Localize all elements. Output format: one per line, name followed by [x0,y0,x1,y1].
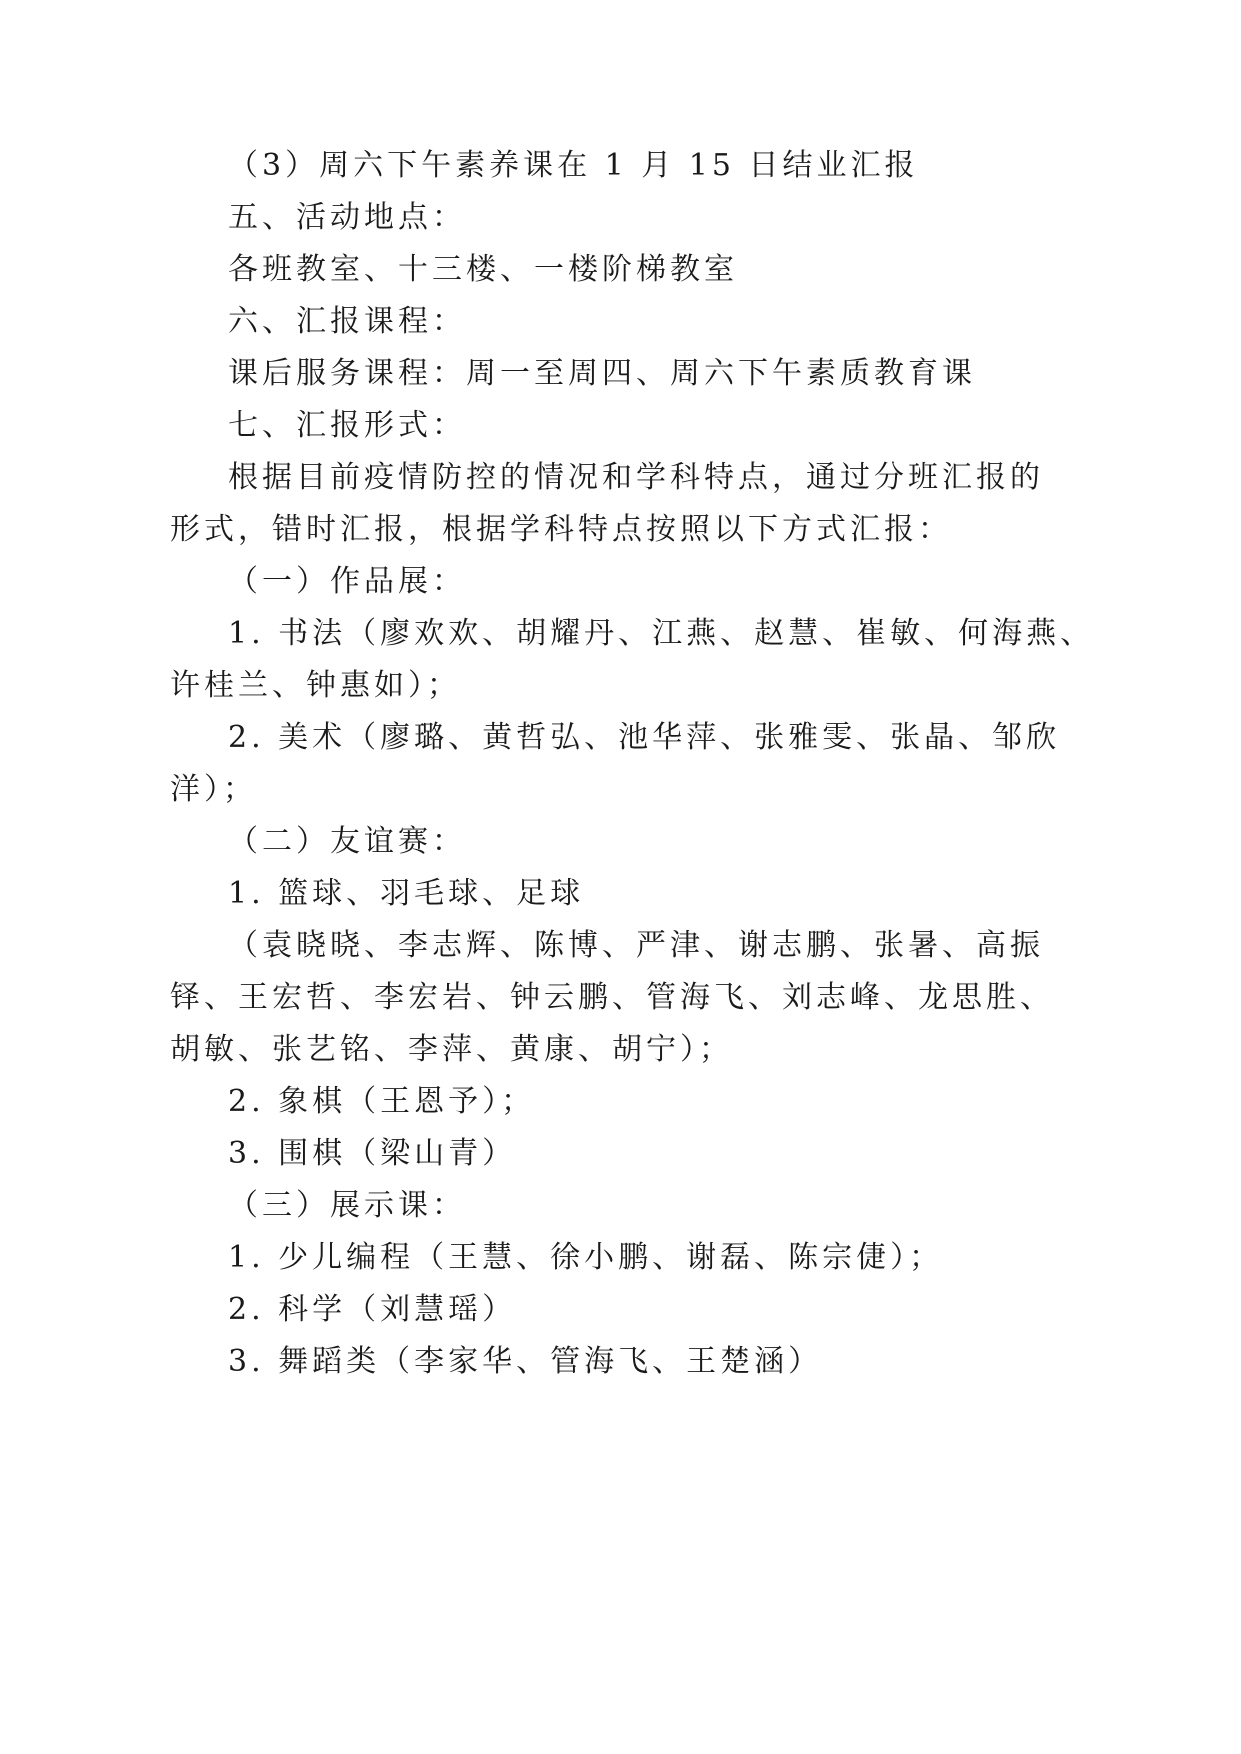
list-item-calligraphy-line-2: 许桂兰、钟惠如）； [170,668,461,703]
paragraph-format-line-2: 形式，错时汇报，根据学科特点按照以下方式汇报： [170,512,952,547]
list-item-programming: 1. 少儿编程（王慧、徐小鹏、谢磊、陈宗倢）； [228,1240,944,1275]
heading-report-format: 七、汇报形式： [228,408,466,443]
heading-activity-location: 五、活动地点： [228,200,466,235]
list-item-art-line-1: 2. 美术（廖璐、黄哲弘、池华萍、张雅雯、张晶、邹欣 [228,720,1061,755]
list-item-chess: 2. 象棋（王恩予）； [228,1084,536,1119]
list-item-players-line-1: （袁晓晓、李志辉、陈博、严津、谢志鹏、张暑、高振 [228,928,1044,963]
text-line-results-report: （3）周六下午素养课在 1 月 15 日结业汇报 [228,148,919,183]
list-item-go: 3. 围棋（梁山青） [228,1136,517,1171]
subheading-demo-class: （三）展示课： [228,1188,466,1223]
text-line-locations: 各班教室、十三楼、一楼阶梯教室 [228,252,738,287]
heading-report-courses: 六、汇报课程： [228,304,466,339]
subheading-friendly-match: （二）友谊赛： [228,824,466,859]
list-item-calligraphy-line-1: 1. 书法（廖欢欢、胡耀丹、江燕、赵慧、崔敏、何海燕、 [228,616,1095,651]
subheading-exhibition: （一）作品展： [228,564,466,599]
list-item-science: 2. 科学（刘慧瑶） [228,1292,517,1327]
paragraph-format-line-1: 根据目前疫情防控的情况和学科特点，通过分班汇报的 [228,460,1044,495]
list-item-players-line-2: 铎、王宏哲、李宏岩、钟云鹏、管海飞、刘志峰、龙思胜、 [170,980,1054,1015]
list-item-art-line-2: 洋）； [170,772,257,807]
list-item-ball-games: 1. 篮球、羽毛球、足球 [228,876,585,911]
list-item-players-line-3: 胡敏、张艺铭、李萍、黄康、胡宁）； [170,1032,733,1067]
list-item-dance: 3. 舞蹈类（李家华、管海飞、王楚涵） [228,1344,823,1379]
text-line-course-list: 课后服务课程：周一至周四、周六下午素质教育课 [228,356,976,391]
